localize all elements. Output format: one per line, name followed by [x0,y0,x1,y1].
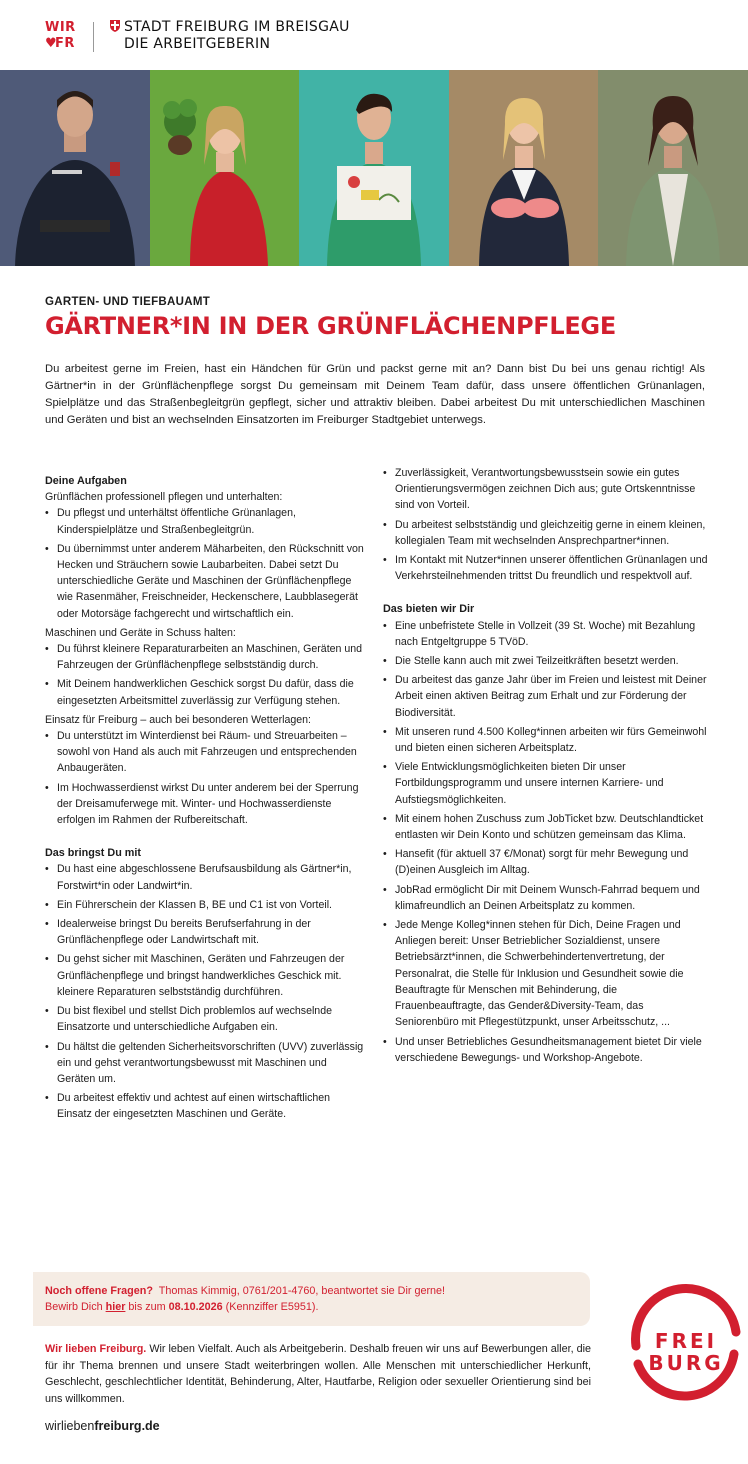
url-part-freiburg: freiburg [94,1419,142,1433]
header [0,0,748,70]
url-part-tld: .de [141,1419,160,1433]
logo-text-burg: BURG [648,1351,724,1375]
aufgaben-list-1 [45,505,367,621]
wir-fr-logo [45,20,76,52]
list-item: • Du gehst sicher mit Maschinen, Geräten und Fahrzeugen der Grünflächenpflege und bringst handwerkliches Geschick mit. kleinere Reparaturen selbstständig durchführen. [45,951,367,1000]
list-item: • Du hältst die geltenden Sicherheitsvorschriften (UVV) zuverlässig ein und gehst verantwortungsbewusst mit Maschinen und Geräten um. [45,1039,367,1088]
logo-line-wir: WIR [45,20,76,35]
apply-text: Bewirb Dich [45,1301,103,1313]
list-item: • Du arbeitest effektiv und achtest auf einen wirtschaftlichen Einsatz der eingesetzten Maschinen und Geräte. [45,1090,367,1122]
list-item: • Du bist flexibel und stellst Dich problemlos auf wechselnde Einsatzorte und unterschiedliche Aufgaben ein. [45,1003,367,1035]
url-part-lieben: lieben [60,1419,95,1433]
contact-box [33,1272,590,1326]
apply-deadline: 08.10.2026 [168,1301,223,1313]
url-part-wir: wir [45,1419,61,1433]
list-item: • Mit unseren rund 4.500 Kolleg*innen arbeiten wir fürs Gemeinwohl und bieten einen sicheren Arbeitsplatz. [383,724,709,756]
list-item: • Du pflegst und unterhältst öffentliche Grünanlagen, Kinderspielplätze und Straßenbegleitgrün. [45,505,367,537]
employer-tagline: DIE ARBEITGEBERIN [124,36,271,52]
bringst-list [45,861,367,1122]
aufgaben-list-2 [45,641,367,709]
list-item: • Im Kontakt mit Nutzer*innen unserer öffentlichen Grünanlagen und Verkehrsteilnehmenden trittst Du freundlich und respektvoll auf. [383,552,709,584]
city-name: STADT FREIBURG IM BREISGAU [124,19,350,35]
heart-icon: ♥ [45,36,58,51]
bieten-list [383,618,709,1066]
city-name-block [110,19,350,53]
list-item: • JobRad ermöglicht Dir mit Deinem Wunsch-Fahrrad bequem und klimafreundlich an Deinen Arbeitsplatz zu kommen. [383,882,709,914]
city-shield-icon [110,20,120,32]
photo-police-officer [0,70,150,266]
aufgaben-list-3 [45,728,367,828]
logo-line-fr: FR [55,36,75,51]
right-column [383,465,709,1069]
header-divider [93,22,94,52]
section-title-aufgaben: Deine Aufgaben [45,475,127,487]
apply-text-mid: bis zum [128,1301,166,1313]
diversity-text: Wir leben Vielfalt. Auch als Arbeitgeberin. Deshalb freuen wir uns auf Bewerbungen aller, die für ihr Thema brennen und unsere Stadt weiterbringen wollen. Alle Menschen mit unterschiedlicher Herkunft, Geschlecht, geschlechtlicher Identität, Behinderung, Alter, Hautfarbe, Religion oder sexueller Orientierung sind bei uns willkommen. [45,1343,591,1405]
left-column [45,473,367,1126]
list-item: • Hansefit (für aktuell 37 €/Monat) sorgt für mehr Bewegung und (D)einen Ausgleich im Alltag. [383,846,709,878]
photo-man-with-drawing [299,70,449,266]
job-intro: Du arbeitest gerne im Freien, hast ein Händchen für Grün und packst gerne mit an? Dann bist Du bei uns genau richtig! Als Gärtner*in in der Grünflächenpflege sorgst Du gemeinsam mit Deinem Team dafür, dass unsere öffentlichen Grünanlagen, Spielplätze und das Straßenbegleitgrün gepflegt, sicher und attraktiv bleiben. Dabei arbeitest Du mit unterschiedlichen Maschinen und Geräten und bist an wechselnden Einsatzorten im Freiburger Stadtgebiet unterwegs. [45,363,705,426]
list-item: • Und unser Betriebliches Gesundheitsmanagement bietet Dir viele verschiedene Bewegungs- und Workshop-Angebote. [383,1034,709,1066]
list-item: • Viele Entwicklungsmöglichkeiten bieten Dir unser Fortbildungsprogramm und unsere internen Karriere- und Aufstiegsmöglichkeiten. [383,759,709,808]
department-name: GARTEN- UND TIEFBAUAMT [45,296,211,308]
list-item: • Mit Deinem handwerklichen Geschick sorgst Du dafür, dass die eingesetzten Arbeitsmittel zuverlässig zur Verfügung stehen. [45,676,367,708]
freiburg-logo [624,1284,748,1404]
bringst-list-continued [383,465,709,584]
logo-text-frei: FREI [654,1329,718,1353]
list-item: • Mit einem hohen Zuschuss zum JobTicket bzw. Deutschlandticket entlasten wir Dein Konto und schützen gemeinsam das Klima. [383,811,709,843]
list-item: • Zuverlässigkeit, Verantwortungsbewusstsein sowie ein gutes Orientierungsvermögen zeichnen Dich aus; gute Ortskenntnisse sind von Vorteil. [383,465,709,514]
question-heading: Noch offene Fragen? [45,1285,153,1297]
list-item: • Eine unbefristete Stelle in Vollzeit (39 St. Woche) mit Bezahlung nach Entgeltgruppe 5 TVöD. [383,618,709,650]
section-title-bieten: Das bieten wir Dir [383,603,475,616]
list-item: • Du arbeitest das ganze Jahr über im Freien und leistest mit Deiner Arbeit einen aktiven Beitrag zum Erhalt und zur Förderung der Biodiversität. [383,672,709,721]
list-item: • Du übernimmst unter anderem Mäharbeiten, den Rückschnitt von Hecken und Sträuchern sowie Laubarbeiten. Dabei setzt Du unterschiedliche Geräte und Maschinen der Grünflächenpflege wie Rasenmäher, Freischneider, Heckenschere, Laubblasegerät oder Motorsäge fachgerecht und wirtschaftlich ein. [45,541,367,622]
website-url[interactable] [45,1419,160,1433]
job-title: GÄRTNER*IN IN DER GRÜNFLÄCHENPFLEGE [45,312,616,340]
list-item: • Die Stelle kann auch mit zwei Teilzeitkräften besetzt werden. [383,653,709,669]
aufgaben-subheading-2: Maschinen und Geräte in Schuss halten: [45,626,236,639]
contact-person: Thomas Kimmig, 0761/201-4760, beantwortet sie Dir gerne! [158,1285,446,1297]
diversity-statement [45,1341,591,1407]
list-item: • Du arbeitest selbstständig und gleichzeitig gerne in einem kleinen, kollegialen Team mit wechselnden Ansprechpartner*innen. [383,517,709,549]
photo-woman-in-denim [598,70,748,266]
apply-link[interactable]: hier [105,1301,126,1313]
reference-number: (Kennziffer E5951). [225,1301,319,1313]
diversity-heading: Wir lieben Freiburg. [45,1343,147,1355]
photo-woman-with-shoes [449,70,599,266]
list-item: • Im Hochwasserdienst wirkst Du unter anderem bei der Sperrung der Dreisamuferwege mit. Winter- und Hochwasserdienste erfolgen im Rahmen der Rufbereitschaft. [45,780,367,829]
list-item: • Du unterstützt im Winterdienst bei Räum- und Streuarbeiten – sowohl von Hand als auch mit Fahrzeugen und entsprechenden Anbaugeräten. [45,728,367,777]
list-item: • Du führst kleinere Reparaturarbeiten an Maschinen, Geräten und Fahrzeugen der Grünflächenpflege selbstständig durch. [45,641,367,673]
section-title-bringst: Das bringst Du mit [45,847,141,860]
aufgaben-subheading-3: Einsatz für Freiburg – auch bei besonderen Wetterlagen: [45,713,311,726]
list-item: • Du hast eine abgeschlossene Berufsausbildung als Gärtner*in, Forstwirt*in oder Landwirt*in. [45,861,367,893]
list-item: • Jede Menge Kolleg*innen stehen für Dich, Deine Fragen und Anliegen bereit: Unser Betrieblicher Sozialdienst, unsere Betriebsärzt*innen, die Schwerbehindertenvertretung, der Personalrat, die Stelle für Inklusion und Gesundheit sowie die Beauftragte für Menschen mit Behinderung, die Frauenbeauftragte, das Gender&Diversity-Team, das Seniorenbüro mit Pflegestützpunkt, unser Arbeitsschutz, ... [383,917,709,1030]
photo-woman-with-plant [150,70,300,266]
aufgaben-subheading-1: Grünflächen professionell pflegen und unterhalten: [45,491,283,504]
list-item: • Ein Führerschein der Klassen B, BE und C1 ist von Vorteil. [45,897,367,913]
list-item: • Idealerweise bringst Du bereits Berufserfahrung in der Grünflächenpflege oder Landwirtschaft mit. [45,916,367,948]
employee-photo-banner [0,70,748,266]
